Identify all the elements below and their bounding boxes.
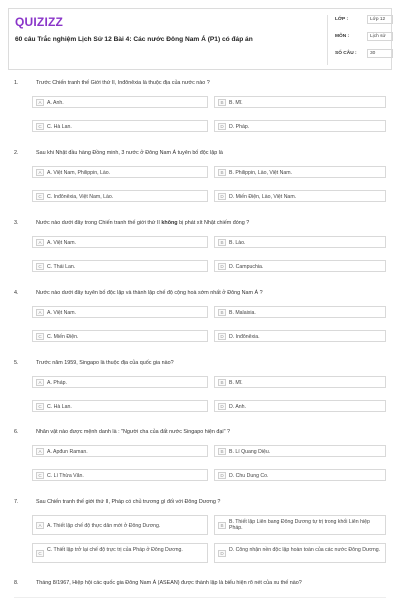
question-text-after: bị phát xít Nhật chiếm đóng ? [177,220,250,226]
q4-option-c[interactable] [32,330,208,342]
meta-class-label: LỚP : [335,17,349,22]
q1-option-c[interactable] [32,120,208,132]
option-text: B. Thiết lập Liên bang Đông Dương tự trị trong khối Liên hiệp Pháp. [229,519,370,532]
option-letter: C [36,403,44,410]
meta-class-value: Lớp 12 [367,15,393,24]
q7-option-b[interactable] [214,515,386,535]
q4-option-b[interactable] [214,306,386,318]
option-text: D. Miến Điện, Lào, Việt Nam. [229,193,297,200]
question-number: 2. [14,150,19,156]
meta-subject [335,32,395,45]
question-text: Trước năm 1959, Singapo là thuộc địa của quốc gia nào? [36,360,174,366]
question-text: Sau Chiến tranh thế giới thứ II, Pháp có chủ trương gì đối với Đông Dương ? [36,499,221,505]
q6-option-c[interactable] [32,469,208,481]
question-number: 5. [14,360,19,366]
option-letter: B [218,379,226,386]
option-letter: D [218,263,226,270]
option-letter: A [36,379,44,386]
quizizz-logo: QUIZIZZ [15,15,64,29]
question-text: Tháng 8/1967, Hiệp hội các quốc gia Đông Nam Á (ASEAN) được thành lập là biểu hiện rõ nét của xu thế nào? [36,580,302,586]
option-letter: C [36,193,44,200]
option-letter: B [218,169,226,176]
option-text: B. Philippin, Lào, Việt Nam. [229,169,293,176]
question-number: 3. [14,220,19,226]
option-text: D. Inđônêxia. [229,333,260,340]
q3-option-b[interactable] [214,236,386,248]
option-letter: B [218,99,226,106]
meta-subject-value: Lịch sử [367,32,393,41]
option-text: B. Lí Quang Diệu. [229,448,271,455]
q5-option-c[interactable] [32,400,208,412]
option-letter: B [218,239,226,246]
q5-option-b[interactable] [214,376,386,388]
q6-option-a[interactable] [32,445,208,457]
option-letter: B [218,522,226,529]
worksheet-header [8,8,392,70]
option-letter: D [218,333,226,340]
question-number: 4. [14,290,19,296]
meta-count-label: SỐ CÂU : [335,51,357,56]
worksheet-title: 60 câu Trắc nghiệm Lịch Sử 12 Bài 4: Các nước Đông Nam Á (P1) có đáp án [15,36,253,43]
question-text: Nhân vật nào được mệnh danh là : "Người cha của đất nước Singapo hiện đại" ? [36,429,230,435]
option-text: D. Chu Dung Co. [229,472,269,479]
option-text: D. Công nhận nền độc lập hoàn toàn của các nước Đông Dương. [229,547,381,553]
q6-option-b[interactable] [214,445,386,457]
header-divider [327,15,328,65]
option-letter: A [36,522,44,529]
option-text: D. Pháp. [229,123,250,130]
option-text: C. Hà Lan. [47,123,72,130]
q7-option-a[interactable] [32,515,208,535]
option-letter: B [218,309,226,316]
q2-option-b[interactable] [214,166,386,178]
option-letter: D [218,193,226,200]
question-number: 6. [14,429,19,435]
question-text-emphasis: không [161,220,178,226]
q3-option-a[interactable] [32,236,208,248]
meta-count-value: 30 [367,49,393,58]
q1-option-a[interactable] [32,96,208,108]
option-text: D. Anh. [229,403,247,410]
question-text-before: Nước nào dưới đây trong Chiến tranh thế giới thứ II [36,220,162,226]
option-text: A. Apđun Raman. [47,448,88,455]
meta-subject-label: MÔN : [335,34,350,39]
option-text: B. Mĩ. [229,99,243,106]
option-text: A. Thiết lập chế độ thực dân mới ở Đông Dương. [47,522,161,529]
q1-option-d[interactable] [214,120,386,132]
option-text: A. Việt Nam. [47,239,77,246]
q2-option-a[interactable] [32,166,208,178]
option-letter: A [36,448,44,455]
q4-option-a[interactable] [32,306,208,318]
question-number: 7. [14,499,19,505]
q6-option-d[interactable] [214,469,386,481]
option-text: A. Anh. [47,99,64,106]
q4-option-d[interactable] [214,330,386,342]
option-text: D. Campuchia. [229,263,264,270]
option-letter: D [218,472,226,479]
option-text: B. Lào. [229,239,246,246]
meta-class [335,15,395,28]
option-text: C. Lí Thừa Vãn. [47,472,84,479]
option-letter: C [36,263,44,270]
option-text: A. Việt Nam, Philippin, Lào. [47,169,111,176]
q3-option-d[interactable] [214,260,386,272]
option-letter: C [36,550,44,557]
option-text: B. Malaixia. [229,309,256,316]
option-letter: C [36,123,44,130]
option-text: C. Inđônêxia, Việt Nam, Lào. [47,193,114,200]
option-letter: A [36,169,44,176]
option-text: C. Hà Lan. [47,403,72,410]
option-letter: D [218,550,226,557]
question-number: 8. [14,580,19,586]
question-text: Trước Chiến tranh thế Giới thứ II, Inđônêxia là thuộc địa của nước nào ? [36,80,210,86]
question-number: 1. [14,80,19,86]
option-text: C. Thái Lan. [47,263,76,270]
q5-option-a[interactable] [32,376,208,388]
option-letter: D [218,403,226,410]
q5-option-d[interactable] [214,400,386,412]
q2-option-c[interactable] [32,190,208,202]
q1-option-b[interactable] [214,96,386,108]
option-letter: C [36,472,44,479]
option-text: A. Pháp. [47,379,67,386]
option-letter: A [36,309,44,316]
q7-option-c[interactable] [32,543,208,563]
option-letter: A [36,239,44,246]
option-text: B. Mĩ. [229,379,243,386]
option-letter: A [36,99,44,106]
option-letter: B [218,448,226,455]
q3-option-c[interactable] [32,260,208,272]
option-letter: C [36,333,44,340]
question-text: Sau khi Nhật đầu hàng Đồng minh, 3 nước ở Đông Nam Á tuyên bố độc lập là [36,150,223,156]
option-letter: D [218,123,226,130]
page-bottom-divider [14,597,386,598]
question-text: Nước nào dưới đây tuyên bố độc lập và thành lập chế độ cộng hoà sớm nhất ở Đông Nam Á ? [36,290,263,296]
option-text: A. Việt Nam. [47,309,77,316]
option-text: C. Thiết lập trở lại chế độ trực trị của Pháp ở Đông Dương. [47,547,183,553]
option-text: C. Miến Điện. [47,333,79,340]
q2-option-d[interactable] [214,190,386,202]
meta-count [335,49,395,62]
question-text [36,220,386,226]
q7-option-d[interactable] [214,543,386,563]
